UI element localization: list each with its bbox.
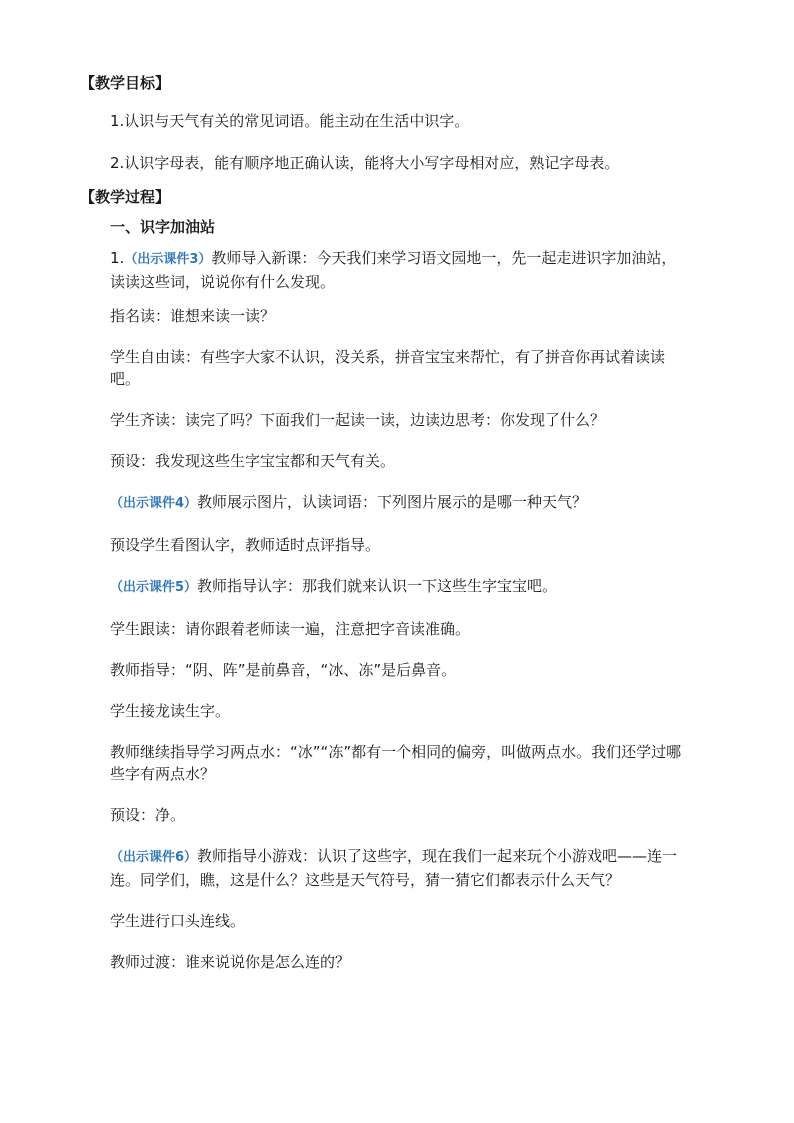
paragraph-6 — [110, 491, 684, 515]
paragraph-9: 学生跟读：请你跟着老师读一遍，注意把字音读准确。 — [110, 620, 471, 638]
paragraph-8 — [110, 575, 684, 599]
paragraph-11: 学生接龙读生字。 — [110, 702, 231, 720]
paragraph-8-text: 教师指导认字：那我们就来认识一下这些生字宝宝吧。 — [197, 577, 558, 595]
goal-1: 1.认识与天气有关的常见词语。能主动在生活中识字。 — [110, 112, 470, 130]
paragraph-15: 学生进行口头连线。 — [110, 912, 246, 930]
courseware-tag: （出示课件6） — [110, 850, 198, 865]
paragraph-4: 学生齐读：读完了吗？下面我们一起读一读，边读边思考：你发现了什么？ — [110, 411, 606, 429]
paragraph-10: 教师指导：“阴、阵”是前鼻音，“冰、冻”是后鼻音。 — [110, 661, 457, 679]
paragraph-1-text: 教师导入新课：今天我们来学习语文园地一，先一起走进识字加油站，读读这些词，说说你有什么发现。 — [110, 249, 677, 291]
goal-2: 2.认识字母表，能有顺序地正确认读，能将大小写字母相对应，熟记字母表。 — [110, 154, 620, 172]
paragraph-1 — [110, 247, 684, 293]
paragraph-1-number: 1. — [110, 249, 125, 267]
process-heading: 【教学过程】 — [80, 188, 171, 206]
goals-heading: 【教学目标】 — [80, 74, 171, 92]
paragraph-12: 教师继续指导学习两点水：“冰”“冻”都有一个相同的偏旁，叫做两点水。我们还学过哪些字有两点水？ — [110, 743, 682, 783]
paragraph-3: 学生自由读：有些字大家不认识，没关系，拼音宝宝来帮忙，有了拼音你再试着读读吧。 — [110, 348, 666, 388]
paragraph-14 — [110, 845, 684, 891]
courseware-tag: （出示课件3） — [124, 252, 212, 267]
part-1-heading: 一、识字加油站 — [110, 218, 216, 236]
courseware-tag: （出示课件4） — [110, 496, 198, 511]
paragraph-13: 预设：净。 — [110, 806, 186, 824]
paragraph-2: 指名读：谁想来读一读？ — [110, 307, 276, 325]
paragraph-16: 教师过渡：谁来说说你是怎么连的？ — [110, 953, 351, 971]
paragraph-14-text: 教师指导小游戏：认识了这些字，现在我们一起来玩个小游戏吧——连一连。同学们，瞧，这是什么？这些是天气符号，猜一猜它们都表示什么天气？ — [110, 847, 678, 889]
courseware-tag: （出示课件5） — [110, 580, 198, 595]
paragraph-7: 预设学生看图认字，教师适时点评指导。 — [110, 536, 381, 554]
paragraph-5: 预设：我发现这些生字宝宝都和天气有关。 — [110, 452, 396, 470]
paragraph-6-text: 教师展示图片，认读词语：下列图片展示的是哪一种天气？ — [197, 493, 588, 511]
